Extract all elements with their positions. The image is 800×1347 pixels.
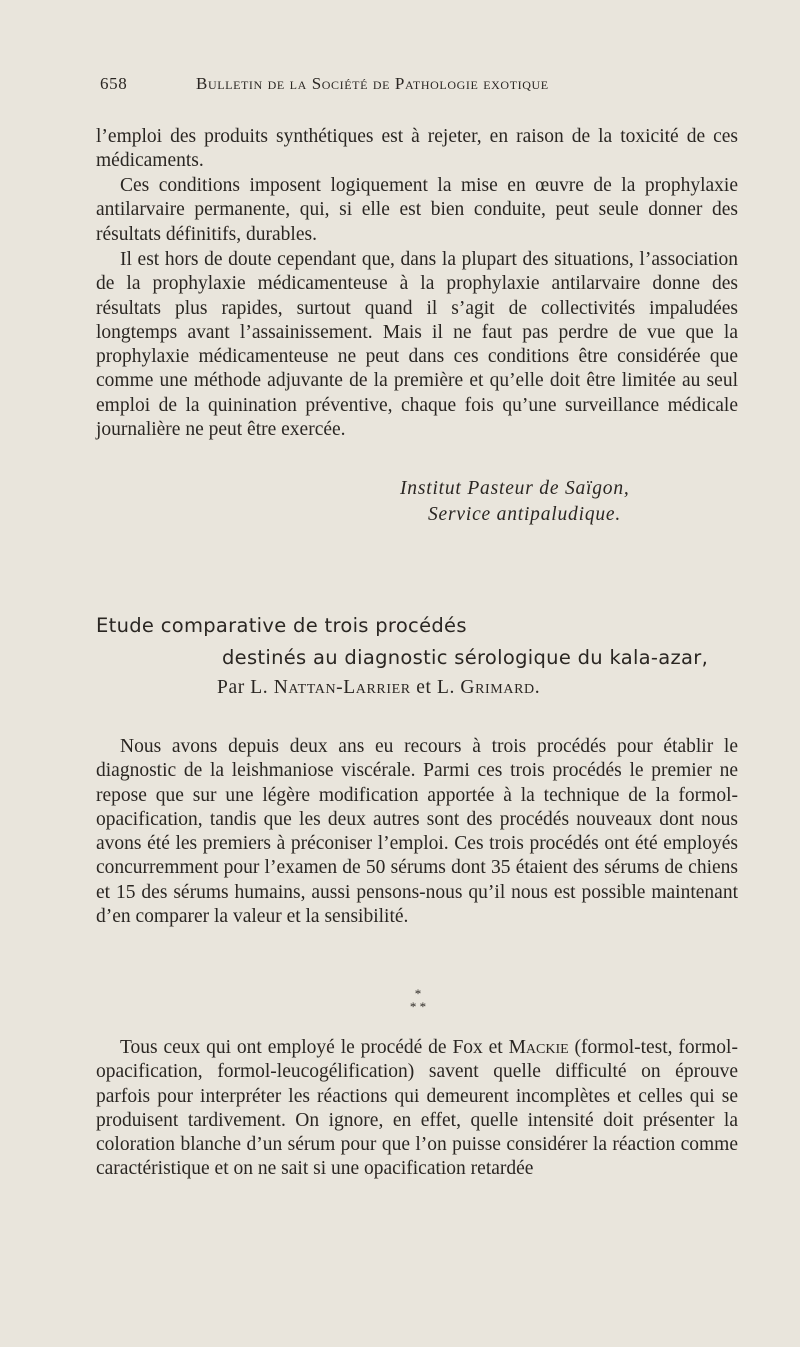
article-title-line-1: Etude comparative de trois procédés <box>96 614 467 637</box>
author-name: Mackie <box>508 1037 569 1058</box>
paragraph-intro: Nous avons depuis deux ans eu recours à trois procédés pour établir le diagnostic de la leishmaniose viscérale. Parmi ces trois procédés le premier ne repose que sur une légère modification apportée à la technique de la formol-opacification, tandis que les deux autres sont des procédés nouveaux dont nous avons été les premiers à préconiser l’emploi. Ces trois procédés ont été employés concurremment pour l’examen de 50 sérums dont 35 étaient des sérums de chiens et 15 des sérums humains, aussi pensons-nous qu’il nous est possible maintenant d’en comparer la valeur et la sensibilité. <box>96 736 738 928</box>
section-asterism <box>398 987 438 1013</box>
asterism-top: * <box>414 986 422 1001</box>
signature-institute: Institut Pasteur de Saïgon, <box>400 478 630 499</box>
paragraph-text: Tous ceux qui ont employé le procédé de Fox et <box>120 1037 509 1058</box>
byline-prefix: Par L. <box>217 677 274 698</box>
article-title-line-2: destinés au diagnostic sérologique du kala-azar, <box>222 646 709 669</box>
running-title: Bulletin de la Société de Pathologie exotique <box>196 74 549 93</box>
author-name: Nattan-Larrier <box>273 677 411 698</box>
author-name: Grimard <box>460 677 535 698</box>
byline-middle: et L. <box>410 677 461 698</box>
paragraph-continuation: l’emploi des produits synthétiques est à rejeter, en raison de la toxicité de ces médicaments. <box>96 126 738 172</box>
asterism-bottom: * * <box>409 999 427 1014</box>
byline-suffix: . <box>534 677 541 698</box>
article-byline <box>217 677 540 699</box>
paragraph-text: (formol-test, formol-opacification, formol-leucogélification) savent quelle difficulté on éprouve parfois pour interpréter les réactions qui demeurent incomplètes et celles qui se produisent tardivement. On ignore, en effet, quelle intensité doit présenter la coloration blanche d’un sérum pour que l’on puisse considérer la réaction comme caractéristique et on ne sait si une opacification retardée <box>96 1037 738 1180</box>
paragraph-fox-mackie <box>96 1036 738 1182</box>
running-header <box>100 74 740 94</box>
paragraph-prophylaxis: Il est hors de doute cependant que, dans la plupart des situations, l’association de la prophylaxie médicamenteuse à la prophylaxie antilarvaire donne des résultats plus rapides, surtout quand il s’agit de collectivités impaludées longtemps avant l’assainissement. Mais il ne faut pas perdre de vue que la prophylaxie médicamenteuse ne peut dans ces conditions être considérée que comme une méthode adjuvante de la première et qu’elle doit être limitée au seul emploi de la quinination préventive, chaque fois qu’une surveillance médicale journalière ne peut être exercée. <box>96 249 738 441</box>
page-number: 658 <box>100 74 128 93</box>
paragraph-conditions: Ces conditions imposent logiquement la mise en œuvre de la prophylaxie antilarvaire permanente, qui, si elle est bien conduite, peut seule donner des résultats définitifs, durables. <box>96 175 738 245</box>
signature-service: Service antipaludique. <box>428 504 622 525</box>
